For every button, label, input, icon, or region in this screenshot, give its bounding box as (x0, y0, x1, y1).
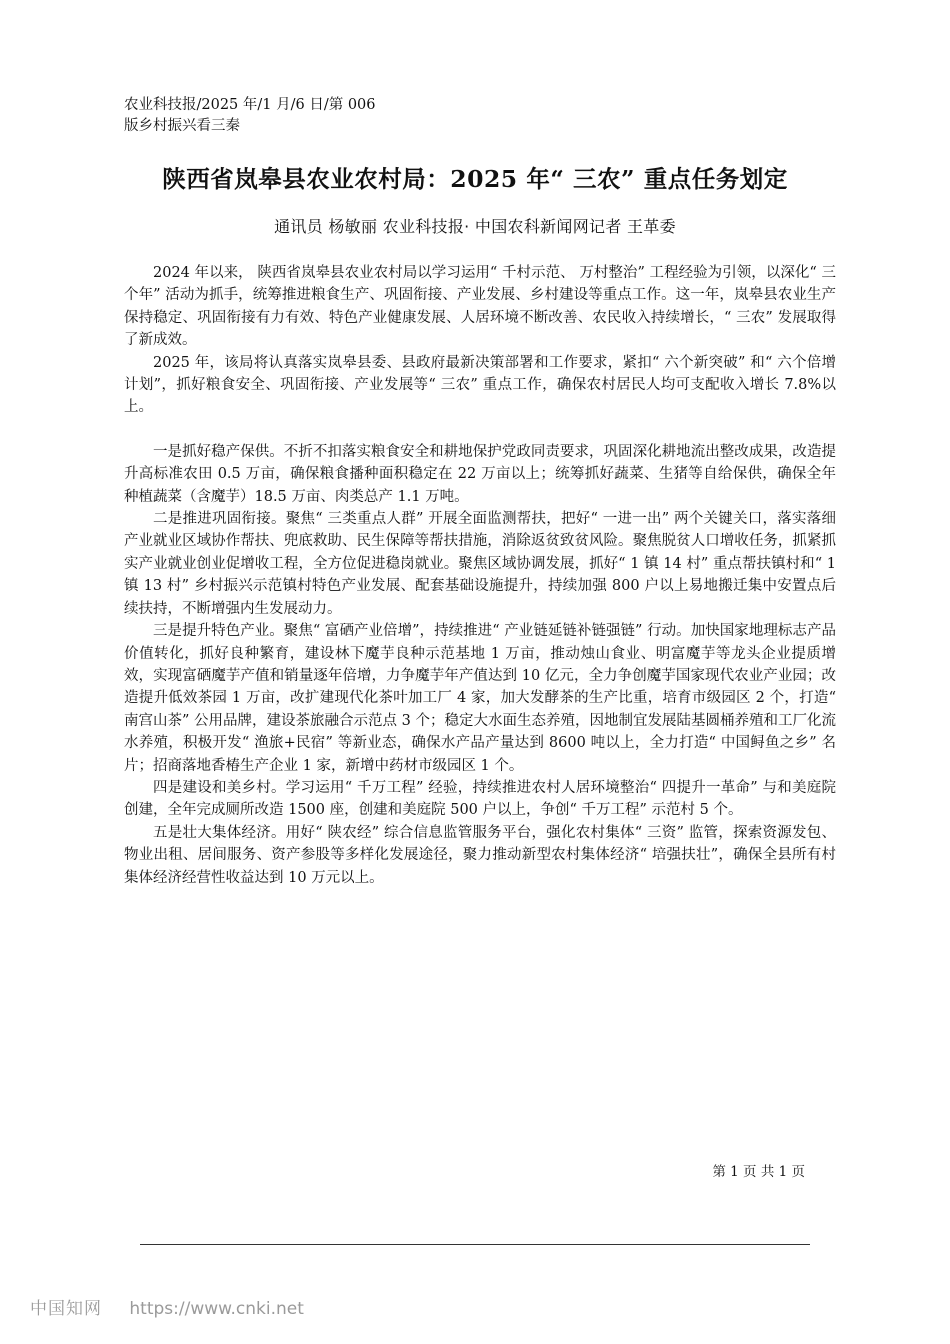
page-number: 第 1 页 共 1 页 (712, 1164, 805, 1180)
article-byline: 通讯员 杨敏丽 农业科技报· 中国农科新闻网记者 王革委 (274, 217, 676, 236)
article-title: 陕西省岚皋县农业农村局：2025 年“ 三农” 重点任务划定 (162, 165, 788, 193)
paragraph-intro: 2024 年以来， 陕西省岚皋县农业农村局以学习运用“ 千村示范、 万村整治” 工程经验为引领，以深化“ 三个年” 活动为抓手，统筹推进粮食生产、巩固衔接、产业发展、乡村建设等重点工作。这一年，岚皋县农业生产保持稳定、巩固衔接有力有效、特色产业健康发展、人居环境不断改善、农民收入持续增长，“ 三农” 发展取得了新成效。 (124, 265, 836, 349)
paragraph-task-1: 一是抓好稳产保供。不折不扣落实粮食安全和耕地保护党政同责要求，巩固深化耕地流出整改成果，改造提升高标准农田 0.5 万亩，确保粮食播种面积稳定在 22 万亩以上；统筹抓好蔬菜、生猪等自给保供，确保全年种植蔬菜（含魔芋）18.5 万亩、肉类总产 1.1 万吨。 (124, 443, 836, 505)
source-info (124, 95, 424, 137)
watermark-brand: 中国知网 (30, 1299, 102, 1319)
paragraph-task-4: 四是建设和美乡村。学习运用“ 千万工程” 经验，持续推进农村人居环境整治“ 四提升一革命” 与和美庭院创建，全年完成厕所改造 1500 座，创建和美庭院 500 户以上，争创“ 千万工程” 示范村 5 个。 (124, 779, 836, 819)
paragraph-task-2: 二是推进巩固衔接。聚焦“ 三类重点人群” 开展全面监测帮扶，把好“ 一进一出” 两个关键关口，落实落细产业就业区域协作帮扶、兜底救助、民生保障等帮扶措施，消除返贫致贫风险。聚焦脱贫人口增收任务，抓紧抓实产业就业创业促增收工程，全方位促进稳岗就业。聚焦区域协调发展，抓好“ 1 镇 14 村” 重点帮扶镇村和“ 1 镇 13 村” 乡村振兴示范镇村特色产业发展、配套基础设施提升，持续加强 800 户以上易地搬迁集中安置点后续扶持，不断增强内生发展动力。 (124, 511, 836, 617)
source-line-1: 农业科技报/2025 年/1 月/6 日/第 006 (124, 97, 376, 113)
footer-divider (140, 1244, 810, 1245)
source-line-2: 版乡村振兴看三秦 (124, 118, 240, 134)
paragraph-task-5: 五是壮大集体经济。用好“ 陕农经” 综合信息监管服务平台，强化农村集体“ 三资” 监管，探索资源发包、物业出租、居间服务、资产参股等多样化发展途径，聚力推动新型农村集体经济“ 培强扶壮”，确保全县所有村集体经济经营性收益达到 10 万元以上。 (124, 824, 836, 886)
paragraph-goals: 2025 年，该局将认真落实岚皋县委、县政府最新决策部署和工作要求，紧扣“ 六个新突破” 和“ 六个倍增计划”，抓好粮食安全、巩固衔接、产业发展等“ 三农” 重点工作，确保农村居民人均可支配收入增长 7.8%以上。 (124, 354, 836, 416)
paragraph-task-3: 三是提升特色产业。聚焦“ 富硒产业倍增”，持续推进“ 产业链延链补链强链” 行动。加快国家地理标志产品价值转化，抓好良种繁育，建设林下魔芋良种示范基地 1 万亩，推动烛山食业、明富魔芋等龙头企业提质增效，实现富硒魔芋产值和销量逐年倍增，力争魔芋年产值达到 10 亿元，全力争创魔芋国家现代农业产业园；改造提升低效茶园 1 万亩，改扩建现代化茶叶加工厂 4 家，加大发酵茶的生产比重，培育市级园区 2 个，打造“ 南宫山茶” 公用品牌，建设茶旅融合示范点 3 个；稳定大水面生态养殖，因地制宜发展陆基圆桶养殖和工厂化流水养殖，积极开发“ 渔旅+民宿” 等新业态，确保水产品产量达到 8600 吨以上，全力打造“ 中国鲟鱼之乡” 名片；招商落地香椿生产企业 1 家，新增中药材市级园区 1 个。 (124, 623, 836, 774)
paragraph-spacer (124, 419, 836, 441)
cnki-watermark (30, 1294, 304, 1319)
watermark-url: https://www.cnki.net (129, 1299, 304, 1319)
article-body (124, 262, 836, 889)
